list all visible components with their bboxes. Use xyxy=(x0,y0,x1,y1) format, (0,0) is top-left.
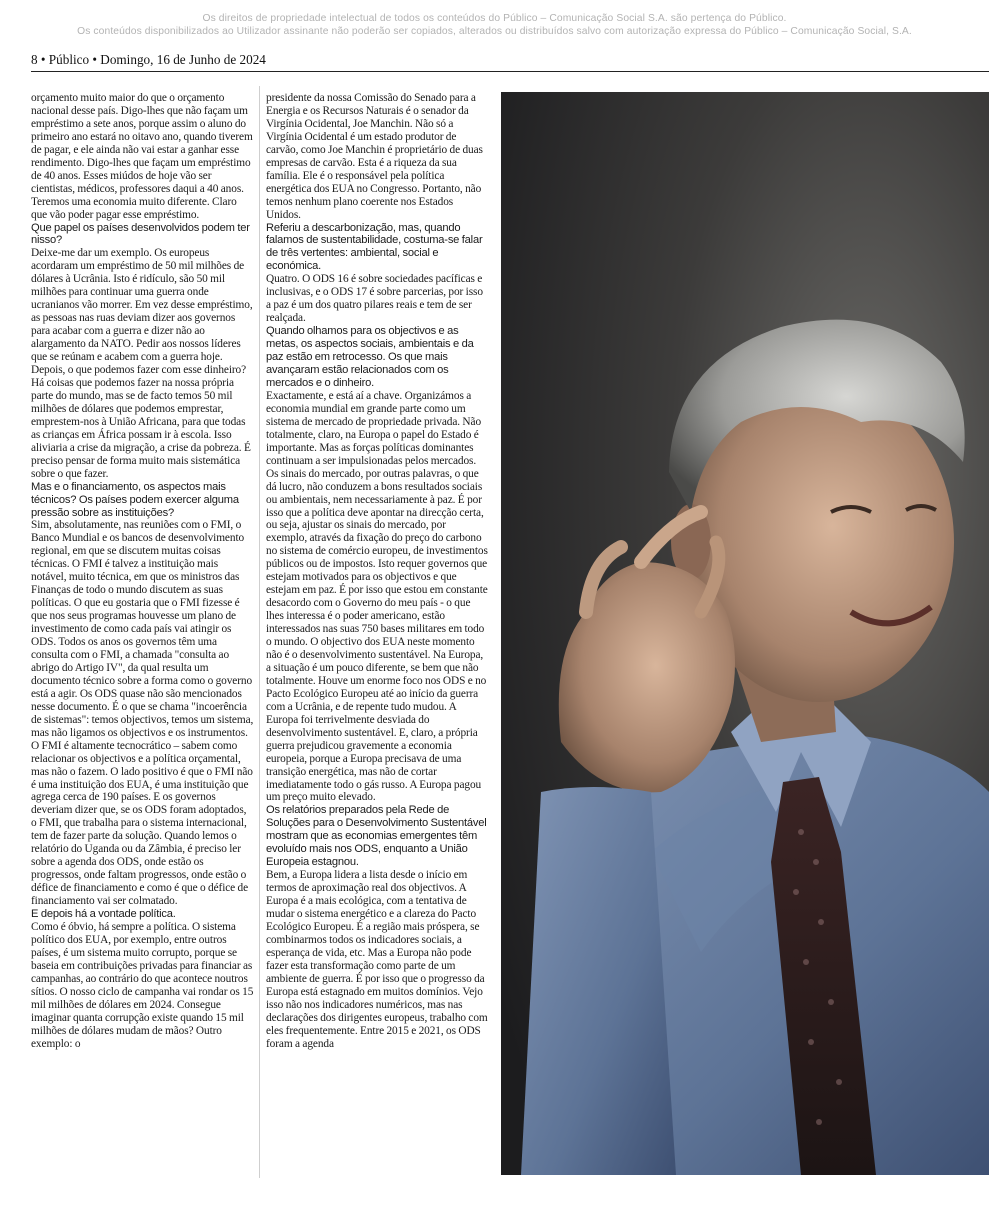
portrait-photo xyxy=(501,92,989,1175)
copyright-notice xyxy=(0,12,989,38)
paragraph: Quatro. O ODS 16 é sobre sociedades pacíficas e inclusivas, e o ODS 17 é sobre parcerias, por isso a paz é um dos quatro pilares reais e tem de ser realçada. xyxy=(266,273,483,325)
copyright-line-2: Os conteúdos disponibilizados ao Utilizador assinante não poderão ser copiados, alterados ou distribuídos salvo com autorização expressa do Público – Comunicação Social, S.A. xyxy=(77,26,912,37)
article-column-2 xyxy=(266,92,488,1178)
column-divider xyxy=(259,86,260,1178)
article-column-1 xyxy=(31,92,254,1178)
paragraph: Sim, absolutamente, nas reuniões com o FMI, o Banco Mundial e os bancos de desenvolvimento regional, em que se discutem muitas coisas técnicas. O FMI é talvez a instituição mais notável, muito técnica, em que os ministros das Finanças de todo o mundo discutem as suas políticas. O que eu gostaria que o FMI fizesse é que nos seus programas houvesse um plano de investimento de como cada país vai atingir os ODS. Todos os anos os governos têm uma consulta com o FMI, a chamada "consulta ao abrigo do Artigo IV", da qual resulta um documento técnico sobre a forma como o governo está a agir. Os ODS quase não são mencionados nesse documento. É o que se chama "incoerência de sistemas": temos objectivos, temos um sistema, mas não ligamos os objectivos e os instrumentos. O FMI é altamente tecnocrático – sabem como relacionar os objectivos e a política orçamental, mas não o fazem. O lado positivo é que o FMI não é uma instituição dos EUA, é uma instituição que agrega cerca de 190 países. E os governos deveriam dizer que, se os ODS foram adoptados, o FMI, que trabalha para o sistema internacional, tem de fazer parte da solução. Quando lemos o relatório do Uganda ou da Zâmbia, é preciso ler sobre a agenda dos ODS, onde estão os progressos, onde faltam progressos, onde estão o défice de financiamento e como é que o défice de financiamento vai ser colmatado. xyxy=(31,519,254,908)
paragraph: presidente da nossa Comissão do Senado para a Energia e os Recursos Naturais é o senador da Virgínia Ocidental, Joe Manchin. Não só a Virgínia Ocidental é um estado produtor de carvão, como Joe Manchin é proprietário de duas empresas de carvão. Esta é a riqueza da sua família. Ele é o responsável pela política energética dos EUA no Congresso. Portanto, não temos nenhum plano coerente nos Estados Unidos. xyxy=(266,92,483,221)
interview-question: Quando olhamos para os objectivos e as metas, os aspectos sociais, ambientais e da paz estão em retrocesso. Os que mais avançaram estão relacionados com os mercados e o dinheiro. xyxy=(266,325,474,389)
paragraph: Bem, a Europa lidera a lista desde o início em termos de aproximação real dos objectivos. A Europa é a mais ecológica, com a tentativa de mudar o sistema energético e a clareza do Pacto Ecológico Europeu. É a região mais próspera, se combinarmos todos os indicadores sociais, a esperança de vida, etc. Mas a Europa não pode fazer esta transformação como parte de um ambiente de guerra. É por isso que o progresso da Europa está estagnado em muitos domínios. Vejo isso não nos indicadores numéricos, mas nas declarações dos dirigentes europeus, trabalho com eles frequentemente. Entre 2015 e 2021, os ODS foram a agenda xyxy=(266,869,488,1050)
interview-question: Referiu a descarbonização, mas, quando falamos de sustentabilidade, costuma-se falar de três vertentes: ambiental, social e económica. xyxy=(266,221,483,273)
page-folio: 8 • Público • Domingo, 16 de Junho de 2024 xyxy=(31,52,266,67)
portrait-illustration xyxy=(501,92,989,1175)
paragraph: orçamento muito maior do que o orçamento nacional desse país. Digo-lhes que não façam um empréstimo a sete anos, porque assim o aluno do primeiro ano estará no oitavo ano, quando tiverem de pagar, e ele ainda não vai estar a ganhar esse rendimento. Digo-lhes que façam um empréstimo de 40 anos. Esses miúdos de hoje vão ser cientistas, médicos, professores daqui a 40 anos. Teremos uma economia muito diferente. Claro que vão poder pagar esse empréstimo. xyxy=(31,92,253,221)
header-rule xyxy=(31,71,989,72)
paragraph: Deixe-me dar um exemplo. Os europeus acordaram um empréstimo de 50 mil milhões de dólares à Ucrânia. Isto é ridículo, são 50 mil milhões para continuar uma guerra onde ucranianos vão morrer. Em vez desse empréstimo, as pessoas nas ruas deviam dizer aos governos para acabar com a guerra e dizer não ao alargamento da NATO. Pedir aos nossos líderes que se reúnam e acabem com a guerra hoje. Depois, o que podemos fazer com esse dinheiro? Há coisas que podemos fazer na nossa própria parte do mundo, mas se de facto temos 50 mil milhões de dólares que podemos emprestar, emprestem-nos à União Africana, para que todas as crianças em África possam ir à escola. Isso aliviaria a crise da migração, a crise da pobreza. É preciso pensar de forma muito mais sistemática sobre o que fazer. xyxy=(31,247,253,480)
paragraph: Como é óbvio, há sempre a política. O sistema político dos EUA, por exemplo, entre outros países, é um sistema muito corrupto, porque se baseia em contribuições privadas para financiar as campanhas, ao contrário do que acontece noutros sítios. O nosso ciclo de campanha vai rondar os 15 mil milhões de dólares em 2024. Consegue imaginar quanta corrupção existe quando 15 mil milhões de dólares mudam de mãos? Outro exemplo: o xyxy=(31,921,254,1050)
interview-question: E depois há a vontade política. xyxy=(31,908,176,921)
copyright-line-1: Os direitos de propriedade intelectual de todos os conteúdos do Público – Comunicação Social S.A. são pertença do Público. xyxy=(202,13,787,24)
interview-question: Que papel os países desenvolvidos podem ter nisso? xyxy=(31,221,250,247)
paragraph: Exactamente, e está aí a chave. Organizámos a economia mundial em grande parte como um sistema de mercado de propriedade privada. Não totalmente, claro, na Europa o papel do Estado é importante. Mas as forças políticas dominantes continuam a ser impulsionadas pelos mercados. Os sinais do mercado, por outras palavras, o que dá lucro, não conduzem a bons resultados sociais ou ambientais, nem necessariamente à paz. É por isso que a política deve apontar na direcção certa, ou seja, ajustar os sinais do mercado, por exemplo, através da fixação do preço do carbono no sistema de comércio europeu, de investimentos públicos ou de impostos. Isto requer governos que estejam motivados para os objectivos e que estejam em paz. É por isso que estou em constante desacordo com o Governo do meu país - o que lhes interessa é o poder americano, estão interessados nas suas 750 bases militares em todo o mundo. O objectivo dos EUA neste momento não é o desenvolvimento sustentável. Na Europa, a situação é um pouco diferente, se bem que não totalmente. Houve um enorme foco nos ODS e no Pacto Ecológico Europeu até ao início da guerra com a Ucrânia, e de repente tudo mudou. A Europa foi terrivelmente desviada do desenvolvimento sustentável. E, claro, a própria guerra prejudicou gravemente a economia europeia, porque a Europa precisava de uma transição energética, mas não de cortar imediatamente todo o gás russo. A Europa pagou um preço muito elevado. xyxy=(266,389,488,804)
interview-question: Mas e o financiamento, os aspectos mais técnicos? Os países podem exercer alguma pressão sobre as instituições? xyxy=(31,480,239,519)
interview-question: Os relatórios preparados pela Rede de Soluções para o Desenvolvimento Sustentável mostram que as economias emergentes têm evoluído mais nos ODS, enquanto a União Europeia estagnou. xyxy=(266,804,487,869)
